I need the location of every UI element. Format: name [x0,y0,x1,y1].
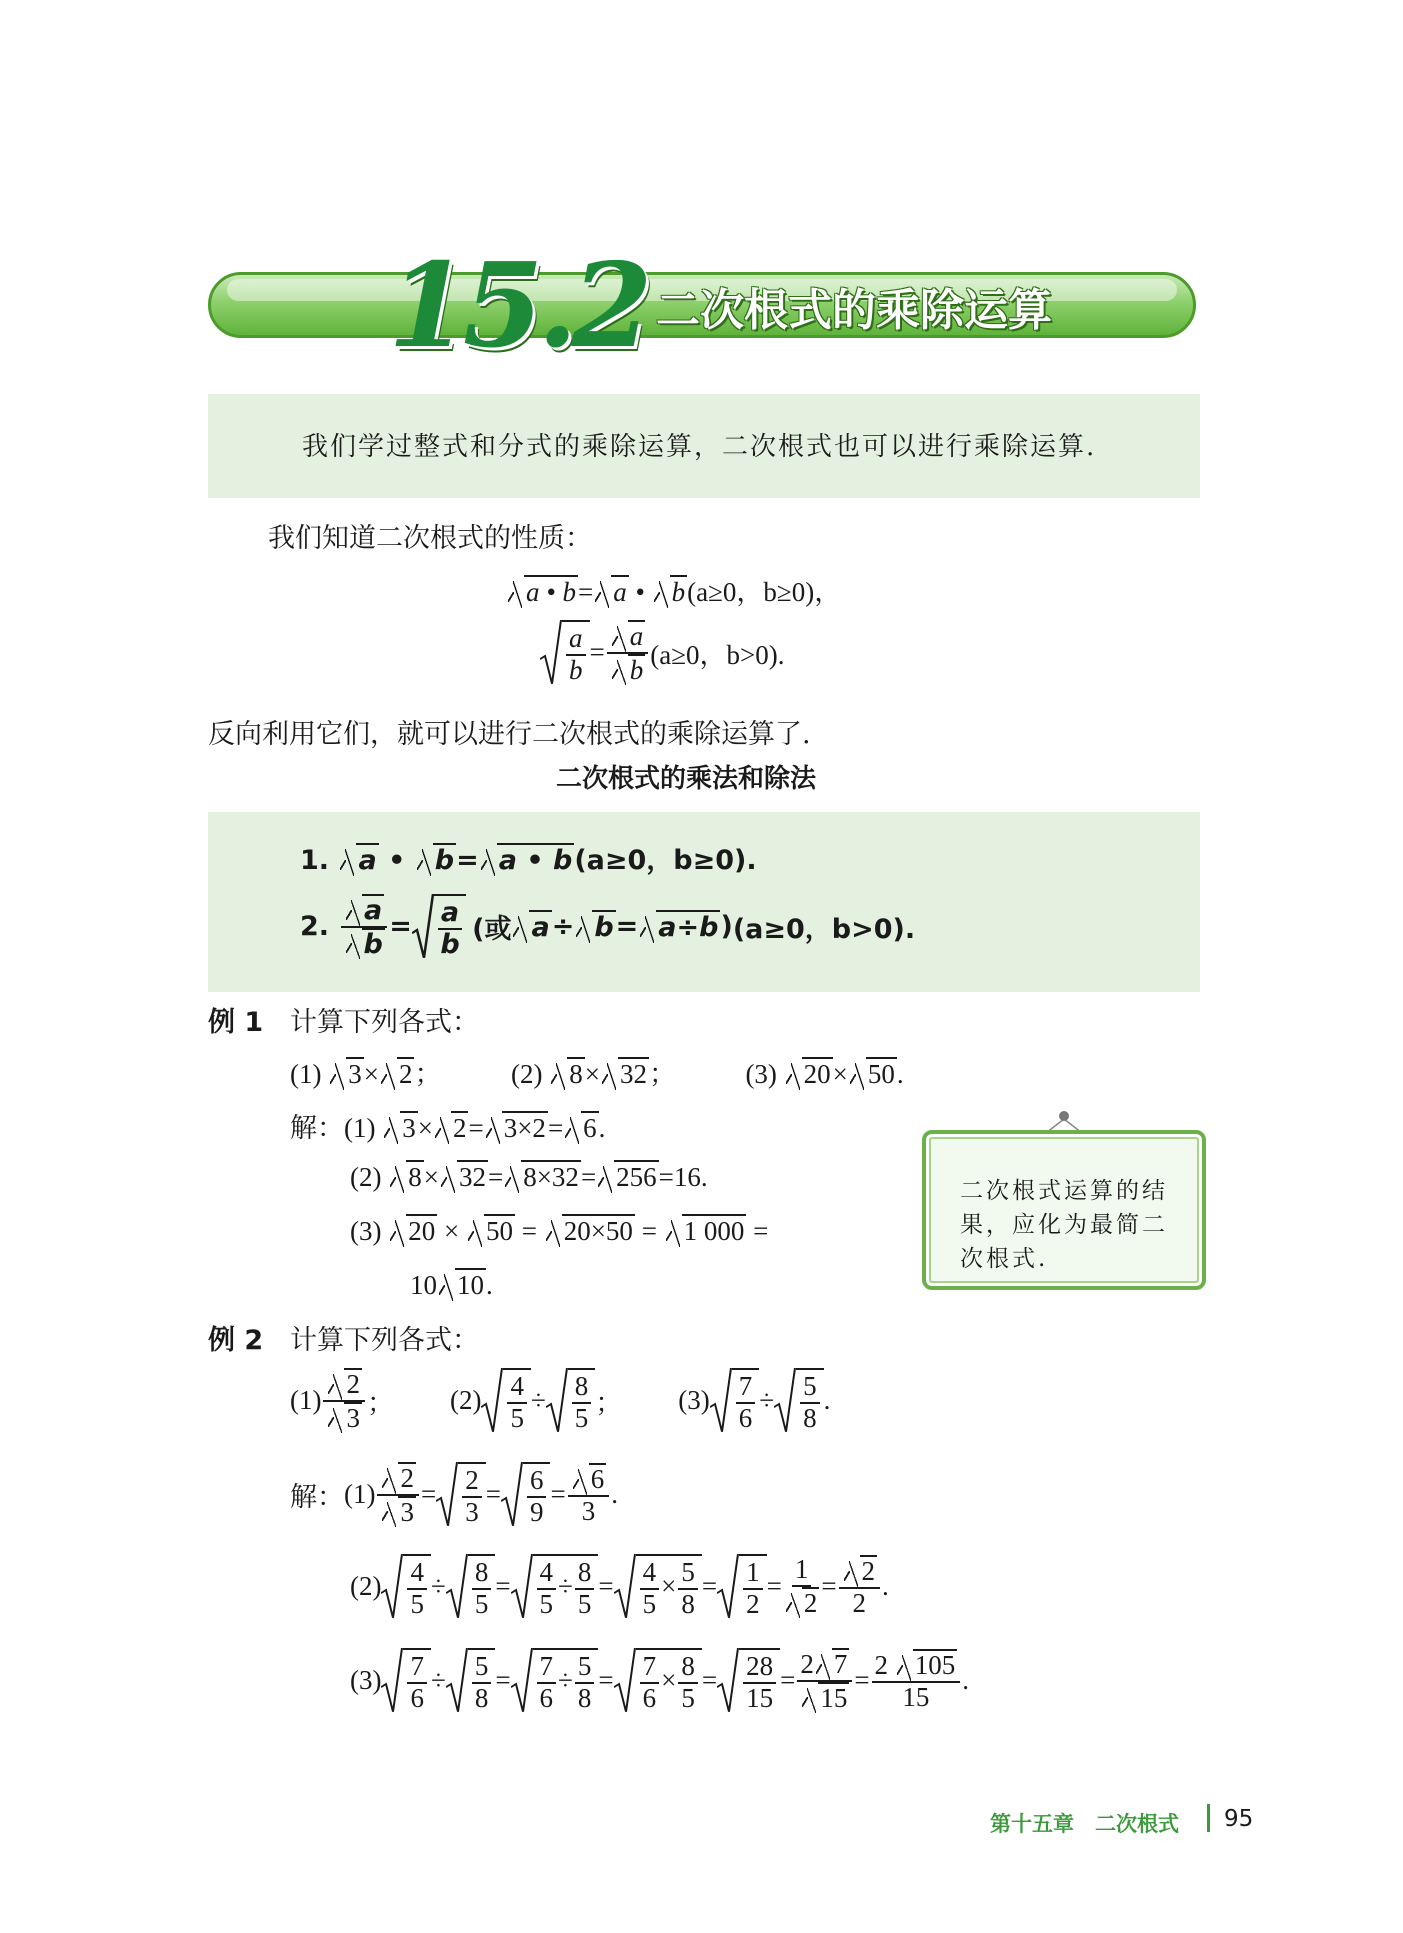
ex2-q1-label: (1) [290,1385,322,1416]
ex1-s3-coef: 10 [410,1270,437,1300]
property-1: a • b= a • b(a≥0，b≥0)， [506,570,841,609]
example-2-prompt: 计算下列各式： [290,1325,479,1356]
ex1-s3-label: (3) [350,1216,382,1246]
ex2-q3-label: (3) [678,1385,710,1416]
property-1-condition: (a≥0，b≥0)， [687,577,842,607]
item-2-condition: (a≥0，b>0). [732,914,916,946]
item-1-number: 1. [300,845,330,876]
ex1-solution-label: 解： [290,1113,344,1143]
footer-divider [1207,1804,1210,1832]
section-banner [208,238,1196,374]
example-1-questions: (1) 3× 2； (2) 8× 32； (3) 20× 50. [290,1059,904,1089]
example-2-solution-3: (3) $\frac{7}{6}$ ÷ $\frac{5}{8}$ = $\frac{7}{6}$ ÷ $\frac{5}{8}$ = $\frac{7}{6}$ × $\frac{8}{5}$ = $\frac{28}{15}$ = $\frac{2 7}{15}$ = $\frac{2 105}{15}$ . [350,1649,970,1713]
example-2-questions: (1) $\frac{2}{3}$ ； (2) $\frac{4}{5}$ ÷ $\frac{8}{5}$ ； (3) $\frac{7}{6}$ ÷ $\frac{5}{8}$ . [290,1369,831,1433]
ex2-s2-label: (2) [350,1571,382,1602]
property-2-condition: (a≥0，b>0). [650,640,785,671]
note-box [922,1130,1206,1290]
item-2-alt-prefix: (或 [472,914,512,946]
chapter-footer: 第十五章 二次根式 [990,1812,1179,1836]
ex2-s1-label: (1) [344,1479,376,1510]
theorem-item-1: 1. a • b= a • b(a≥0，b≥0). [300,845,757,876]
example-1-solution-3-cont: 10 10. [410,1270,493,1300]
theorem-box [208,812,1200,992]
ex2-solution-label: 解： [290,1482,344,1513]
example-1-prompt: 计算下列各式： [290,1007,479,1038]
example-1-solution-3: (3) 20 × 50 = 20×50 = 1 000 = [350,1216,769,1246]
section-number: 15.2 [388,238,647,374]
example-2-solution-1: 解： (1) $\frac{2}{3}$ = $\frac{2}{3}$ = $\frac{6}{9}$ = $\frac{6}{3}$ . [290,1463,618,1527]
theorem-title: 二次根式的乘法和除法 [556,764,817,794]
ex2-s3-label: (3) [350,1665,382,1696]
intro-box [208,394,1200,498]
theorem-item-2: 2. $\frac{a}{b}$ = $\frac{a}{b}$ (或 a ÷ b = a÷b ) (a≥0，b>0). [300,895,916,960]
ex2-q2-label: (2) [449,1385,482,1416]
example-2-label: 例 2 [208,1325,264,1356]
example-1-solution-1: 解：(1) 3× 2= 3×2= 6. [290,1113,606,1143]
example-1-label: 例 1 [208,1007,264,1038]
ex1-s1-label: (1) [344,1113,376,1143]
item-1-condition: (a≥0，b≥0). [574,845,757,876]
ex1-s2-label: (2) [350,1162,382,1192]
example-1-solution-2: (2) 8× 32= 8×32= 256=16. [350,1162,708,1192]
ex1-q2-label: (2) [510,1059,543,1089]
note-pin-icon [1059,1111,1069,1121]
example-2-solution-2: (2) $\frac{4}{5}$ ÷ $\frac{8}{5}$ = $\frac{4}{5}$ ÷ $\frac{8}{5}$ = $\frac{4}{5}$ × $\frac{5}{8}$ = $\frac{1}{2}$ = $\frac{1}{2}$ = $\frac{2}{2}$ . [350,1554,889,1619]
ex1-s2-result: 16. [673,1162,708,1192]
ex1-q1-label: (1) [290,1059,322,1089]
property-2: $\frac{a}{b}$ = $\frac{a}{b}$ (a≥0，b>0). [540,620,785,685]
intro-text: 我们学过整式和分式的乘除运算，二次根式也可以进行乘除运算. [302,432,1097,462]
reverse-text: 反向利用它们，就可以进行二次根式的乘除运算了. [208,719,811,750]
page-number: 95 [1224,1806,1254,1832]
properties-lead: 我们知道二次根式的性质： [268,523,592,554]
item-2-number: 2. [300,911,330,943]
item-2-alt-suffix: ) [720,911,733,943]
section-title: 二次根式的乘除运算 [656,285,1052,336]
note-text: 二次根式运算的结果，应化为最简二次根式. [960,1178,1168,1272]
ex1-q3-label: (3) [745,1059,777,1089]
